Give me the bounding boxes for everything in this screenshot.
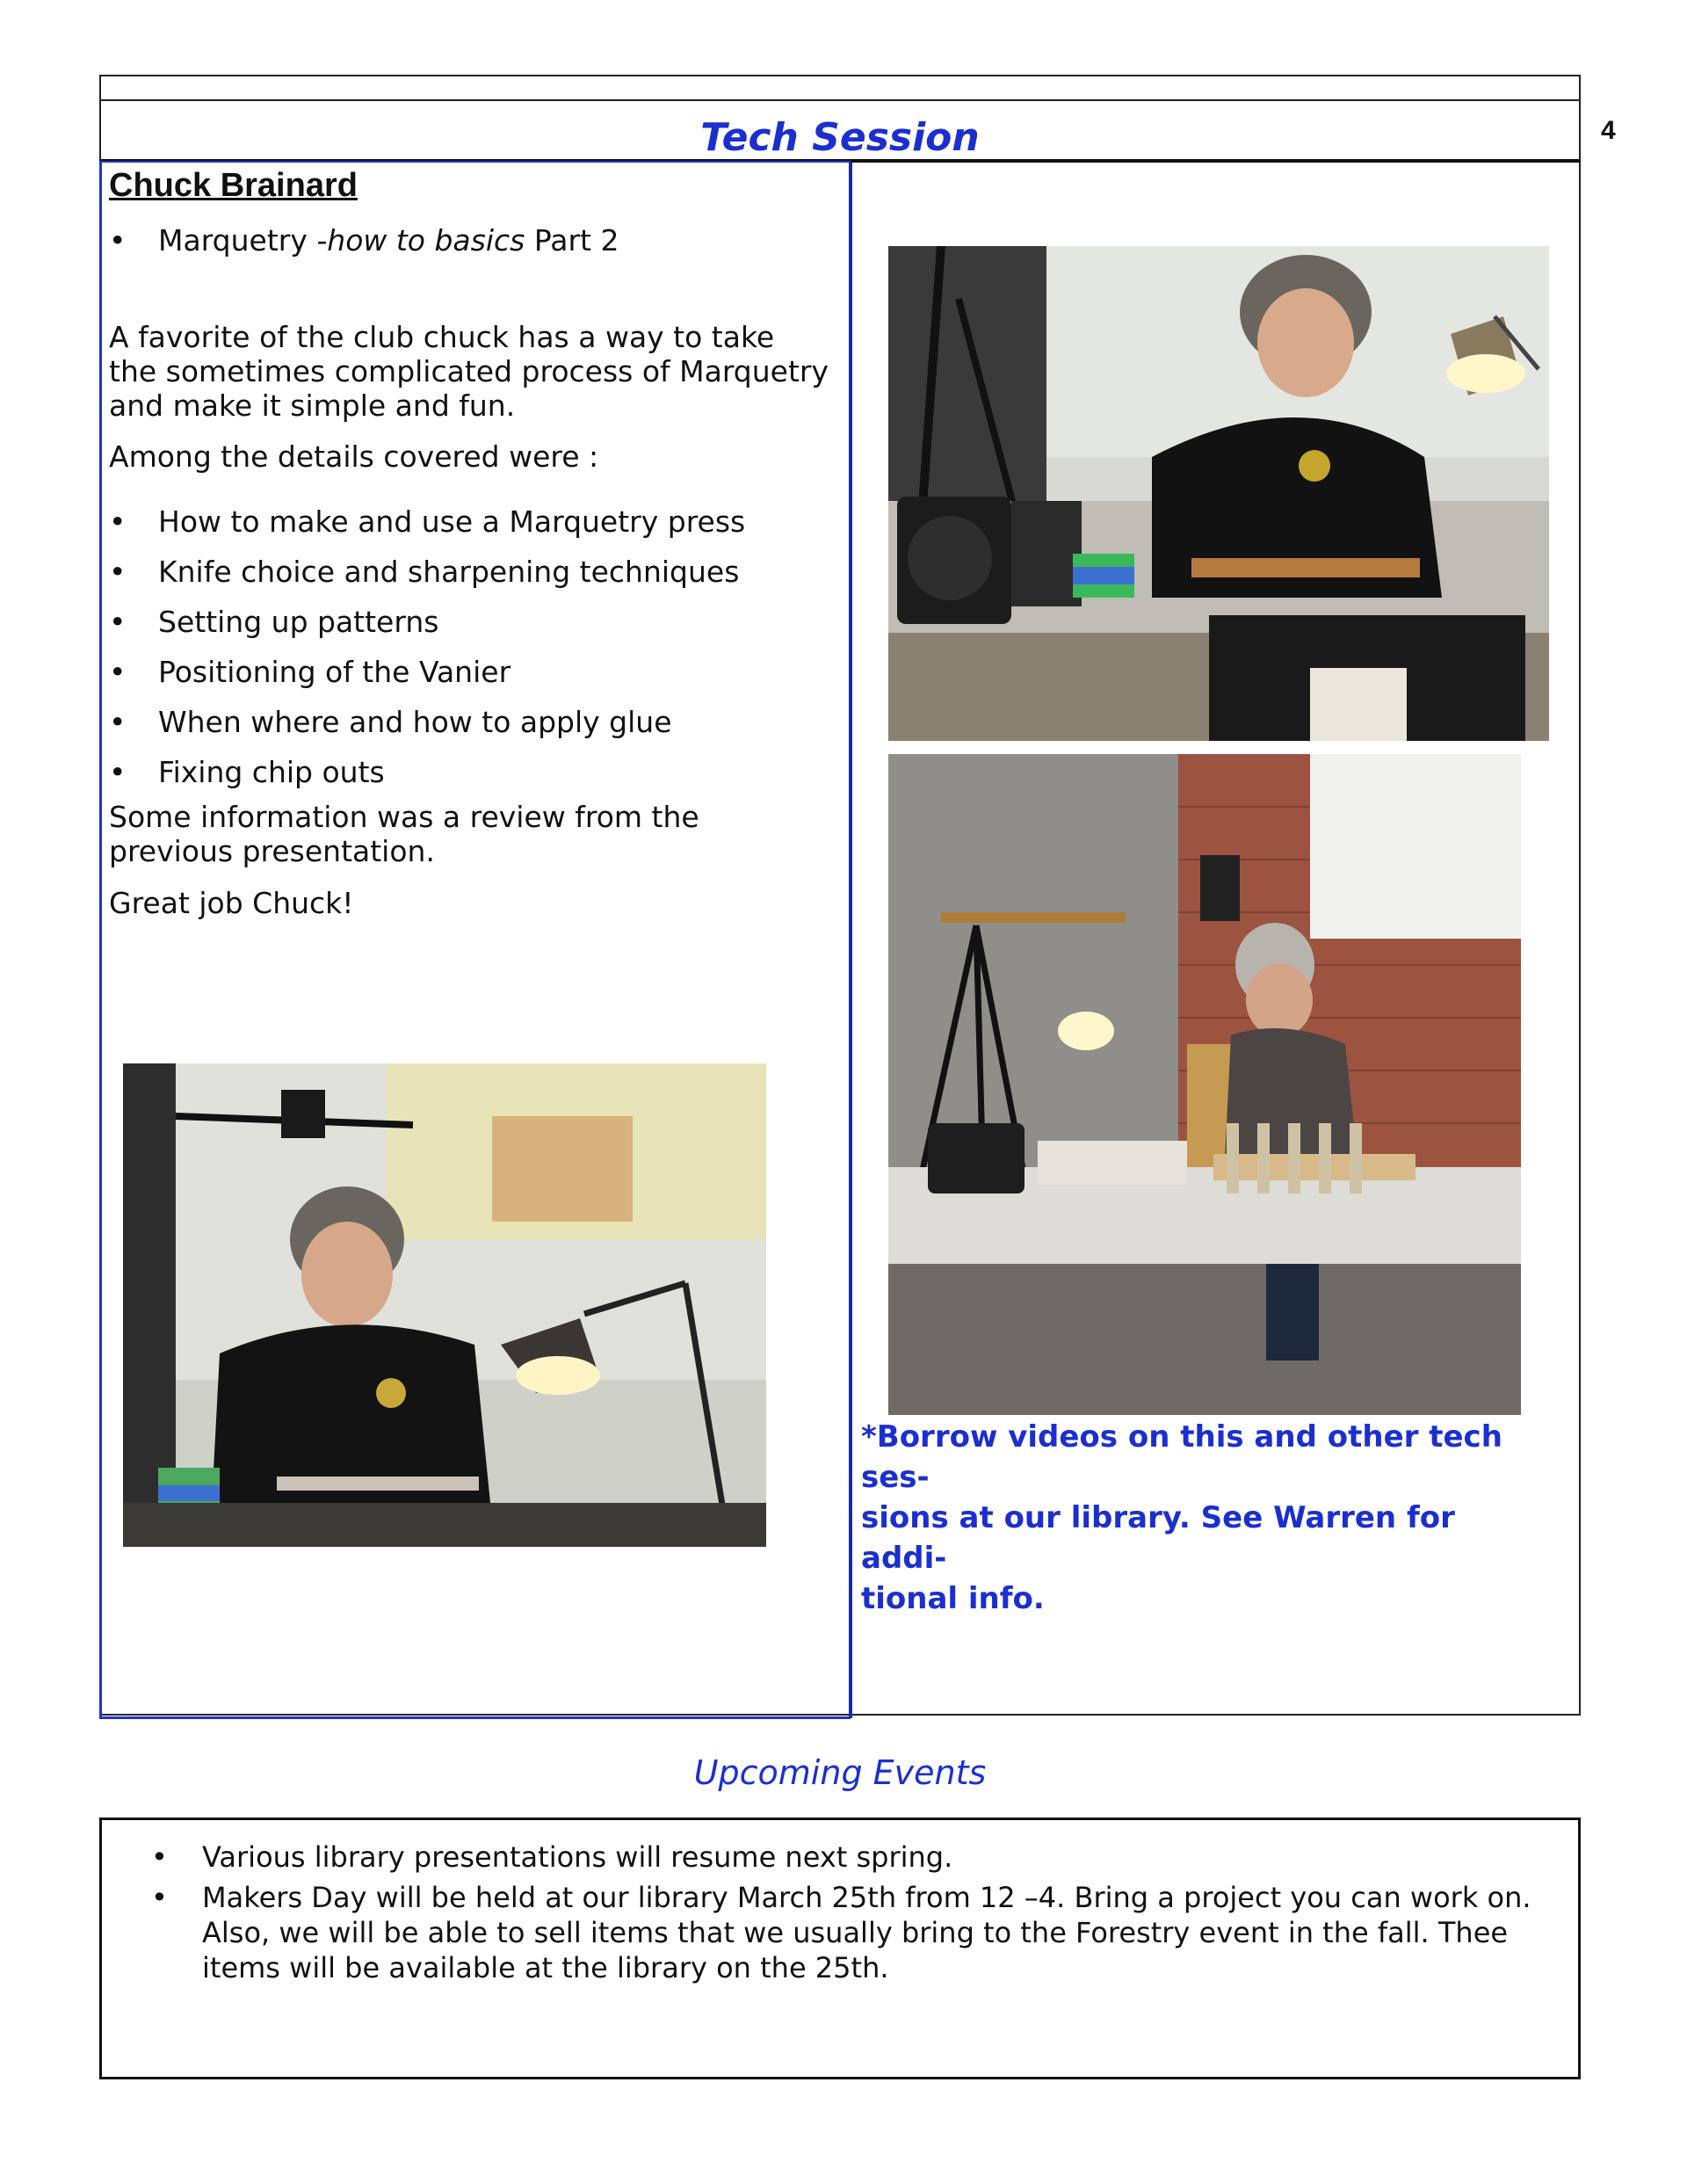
topic-line <box>109 223 619 258</box>
left-column-edge-rule <box>99 163 102 1718</box>
tech-session-header <box>99 99 1581 163</box>
column-divider <box>849 163 852 1718</box>
upcoming-events-box <box>99 1820 1581 2079</box>
events-list <box>151 1839 1539 1991</box>
topic-prefix: Marquetry <box>158 223 317 258</box>
list-item: • Setting up patterns <box>109 605 439 639</box>
bullet-icon: • <box>109 223 127 258</box>
closing-line: Great job Chuck! <box>109 886 354 920</box>
details-lead-in: Among the details covered were : <box>109 439 599 474</box>
presenter-photo-closeup <box>888 246 1549 741</box>
list-item: • When where and how to apply glue <box>109 705 672 739</box>
topic-suffix: Part 2 <box>525 223 619 258</box>
bullet-icon: • <box>109 504 127 539</box>
list-item: • Positioning of the Vanier <box>109 655 511 689</box>
bullet-icon: • <box>109 605 127 639</box>
page-number: 4 <box>1601 116 1616 145</box>
list-item: • Fixing chip outs <box>109 755 385 789</box>
presenter-photo-projection <box>123 1063 766 1547</box>
bullet-icon: • <box>109 655 127 689</box>
review-note: Some information was a review from the previous presentation. <box>109 800 699 868</box>
list-item: • Knife choice and sharpening techniques <box>109 555 740 589</box>
upcoming-events-header <box>99 1718 1581 1820</box>
borrow-note-line: tional info. <box>861 1581 1045 1616</box>
borrow-videos-note <box>861 1417 1546 1619</box>
borrow-note-line: *Borrow videos on this and other tech ses- <box>861 1419 1502 1495</box>
upcoming-events-title: Upcoming Events <box>693 1753 987 1792</box>
intro-paragraph: A favorite of the club chuck has a way to take the sometimes complicated process of Marquetry and make it simple and fun. <box>109 320 829 423</box>
list-item: • Makers Day will be held at our library March 25th from 12 –4. Bring a project you can work on. Also, we will be able to sell items that we usually bring to the Forestry event in the fall. Thee items will be available at the library on the 25th. <box>151 1880 1539 1985</box>
list-item: • Various library presentations will resume next spring. <box>151 1839 1539 1875</box>
presenter-photo-room <box>888 754 1521 1415</box>
left-column-top-rule <box>99 161 851 163</box>
bullet-icon: • <box>109 555 127 589</box>
bullet-icon: • <box>109 755 127 789</box>
presenter-name: Chuck Brainard <box>109 167 358 204</box>
bullet-icon: • <box>109 705 127 739</box>
topic-italic: -how to basics <box>316 223 525 258</box>
tech-session-title: Tech Session <box>700 115 980 160</box>
list-item: • How to make and use a Marquetry press <box>109 504 746 539</box>
borrow-note-line: sions at our library. See Warren for addi- <box>861 1500 1455 1576</box>
top-strip <box>99 75 1581 101</box>
details-list <box>109 504 745 805</box>
